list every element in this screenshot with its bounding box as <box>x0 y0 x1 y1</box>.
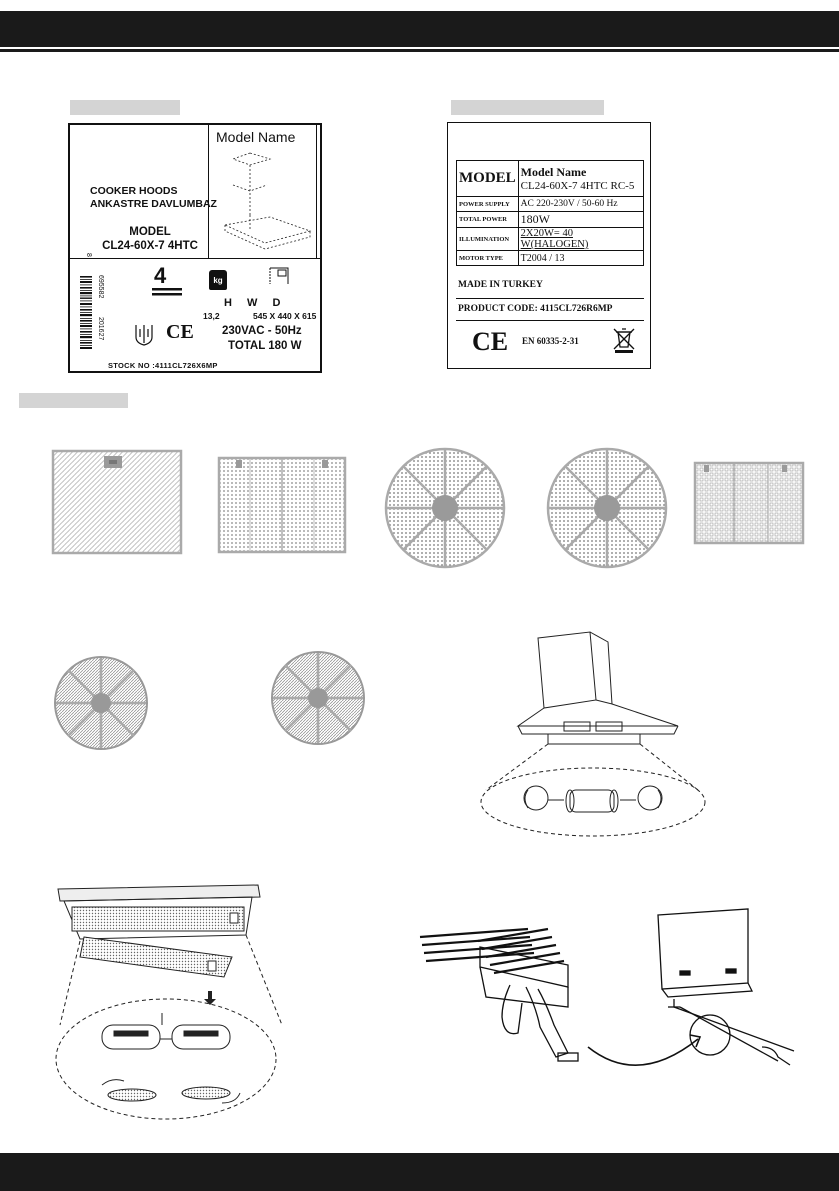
grease-filter-rect-1 <box>52 450 182 554</box>
made-in: MADE IN TURKEY <box>458 280 543 290</box>
standard-code: EN 60335-2-31 <box>522 336 579 346</box>
section-tab-filters <box>19 393 128 408</box>
product-code: PRODUCT CODE: 4115CL726R6MP <box>458 304 613 314</box>
grease-filter-rect-2 <box>218 457 346 553</box>
barcode-digits-mid: 695582 <box>97 275 104 299</box>
energy-digit: 4 <box>154 263 167 288</box>
carbon-filter-small-2 <box>270 650 366 746</box>
product-description <box>90 185 217 211</box>
spec-value: 180W <box>518 212 643 228</box>
rating-label-left <box>68 123 322 373</box>
rating-label-right <box>447 122 651 369</box>
weight-value: 13,2 <box>203 311 220 321</box>
weight-kg-icon: kg <box>209 270 227 290</box>
divider <box>456 298 644 299</box>
voltage-value: 230VAC - 50Hz <box>222 325 302 337</box>
model-name-value: CL24-60X-7 4HTC RC-5 <box>520 180 635 192</box>
dimension-header: H W D <box>224 297 281 309</box>
product-line-2: ANKASTRE DAVLUMBAZ <box>90 198 217 210</box>
header-rule <box>0 49 839 52</box>
spec-key: POWER SUPPLY <box>457 197 519 212</box>
spec-key: TOTAL POWER <box>457 212 519 228</box>
model-key: MODEL <box>457 161 519 197</box>
barcode-digit-top: 8 <box>85 253 92 257</box>
stock-number: STOCK NO :4111CL726X6MP <box>108 361 218 370</box>
section-tab-label-1 <box>70 100 180 115</box>
hood-drawing-icon <box>215 145 315 255</box>
model-block <box>90 225 210 253</box>
footer-band <box>0 1153 839 1191</box>
divider <box>70 258 320 259</box>
ce-mark: CE <box>472 327 509 356</box>
carbon-filter-small-1 <box>53 655 149 751</box>
energy-bar-icon <box>152 288 182 296</box>
package-box-icon <box>266 266 292 286</box>
spec-key: MOTOR TYPE <box>457 251 519 266</box>
filter-installation-diagram <box>418 907 798 1082</box>
grease-filter-rect-3 <box>694 462 804 546</box>
chimney-hood-lamp-diagram <box>478 630 708 840</box>
ce-mark: CE <box>166 321 194 343</box>
model-name-title: Model Name <box>216 129 296 145</box>
spec-table <box>456 160 644 266</box>
model-cell <box>518 161 643 197</box>
product-line-1: COOKER HOODS <box>90 185 178 197</box>
weee-bin-icon <box>612 327 636 353</box>
model-code: CL24-60X-7 4HTC <box>102 240 198 252</box>
model-name-header: Model Name <box>520 165 587 179</box>
section-tab-label-2 <box>451 100 604 115</box>
trident-emblem-icon <box>134 323 154 347</box>
header-band <box>0 11 839 47</box>
telescopic-hood-filter-diagram <box>52 885 292 1125</box>
divider <box>456 320 644 321</box>
divider <box>316 125 317 258</box>
carbon-filter-round-1 <box>384 447 506 569</box>
spec-value: AC 220-230V / 50-60 Hz <box>518 197 643 212</box>
spec-key: ILLUMINATION <box>457 228 519 251</box>
spec-value: T2004 / 13 <box>518 251 643 266</box>
carbon-filter-round-2 <box>546 447 668 569</box>
total-power-value: TOTAL 180 W <box>228 340 302 352</box>
spec-value: 2X20W= 40 W(HALOGEN) <box>518 228 643 251</box>
barcode-digits-bottom: 201627 <box>97 317 104 341</box>
model-title: MODEL <box>129 226 171 238</box>
dimensions-value: 545 X 440 X 615 <box>253 311 317 321</box>
